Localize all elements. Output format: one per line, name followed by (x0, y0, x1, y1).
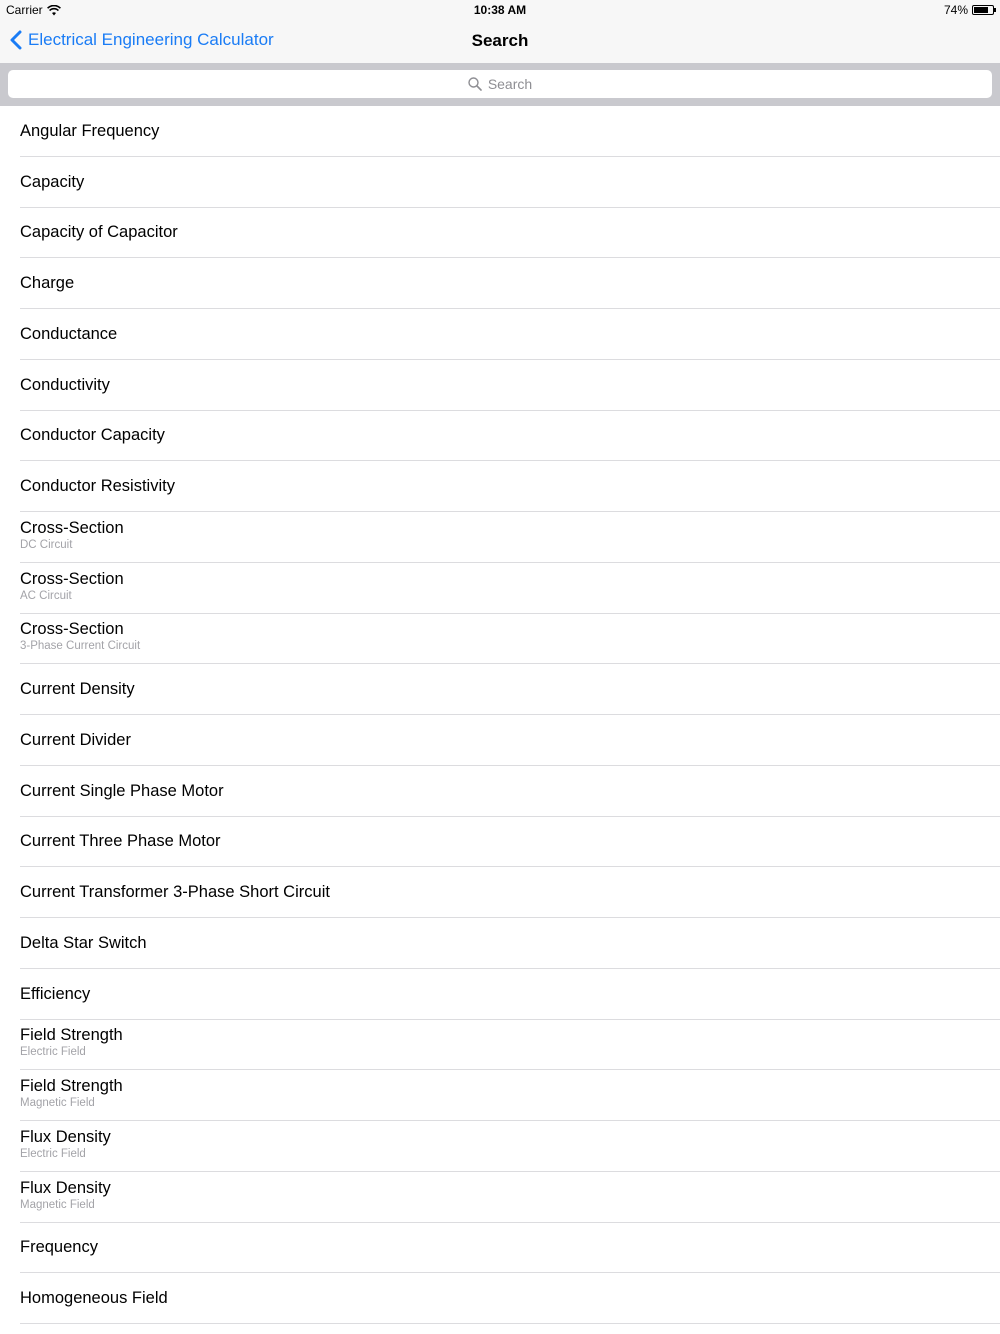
list-item[interactable] (20, 664, 1000, 715)
list-item[interactable] (20, 1070, 1000, 1121)
list-item[interactable] (20, 360, 1000, 411)
list-item[interactable] (20, 157, 1000, 208)
list-item-subtitle: DC Circuit (20, 538, 73, 551)
list-item-title: Efficiency (20, 984, 91, 1003)
list-item-title: Conductance (20, 324, 118, 343)
list-item[interactable] (20, 461, 1000, 512)
list-item-title: Current Single Phase Motor (20, 781, 224, 800)
search-placeholder: Search (487, 76, 533, 92)
back-button-label: Electrical Engineering Calculator (28, 30, 274, 49)
list-item[interactable] (20, 867, 1000, 918)
page-title: Search (471, 31, 529, 50)
list-item-title: Conductor Resistivity (20, 477, 175, 496)
list-item[interactable] (20, 258, 1000, 309)
list-item[interactable] (20, 715, 1000, 766)
list-item[interactable] (20, 614, 1000, 665)
list-item-title: Cross-Section (20, 518, 124, 537)
battery-percent: 74% (943, 3, 968, 17)
list-item-title: Homogeneous Field (20, 1289, 168, 1308)
search-bar (0, 63, 1000, 106)
list-item[interactable] (20, 1172, 1000, 1223)
list-item-subtitle: 3-Phase Current Circuit (20, 640, 141, 653)
list-item-title: Conductor Capacity (20, 426, 165, 445)
carrier-label: Carrier (6, 3, 43, 17)
list-item-subtitle: Electric Field (20, 1147, 86, 1160)
status-bar (0, 0, 1000, 20)
list-item-title: Conductivity (20, 375, 110, 394)
list-item-title: Cross-Section (20, 569, 124, 588)
navigation-bar (0, 20, 1000, 63)
list-item-subtitle: Magnetic Field (20, 1198, 95, 1211)
list-item-title: Current Transformer 3-Phase Short Circuit (20, 883, 330, 902)
list-item-title: Charge (20, 274, 75, 293)
battery-icon (972, 5, 994, 15)
list-item[interactable] (20, 563, 1000, 614)
list-item[interactable] (20, 309, 1000, 360)
list-item-subtitle: AC Circuit (20, 589, 72, 602)
list-item-title: Cross-Section (20, 620, 124, 639)
list-item[interactable] (20, 512, 1000, 563)
status-time: 10:38 AM (473, 3, 527, 17)
list-item-title: Capacity of Capacitor (20, 223, 178, 242)
list-item-subtitle: Electric Field (20, 1046, 86, 1059)
list-item[interactable] (20, 766, 1000, 817)
status-battery (944, 3, 994, 17)
list-item[interactable] (20, 1223, 1000, 1274)
list-item-title: Field Strength (20, 1026, 123, 1045)
list-item[interactable] (20, 1121, 1000, 1172)
list-item-title: Angular Frequency (20, 121, 160, 140)
list-item-title: Current Three Phase Motor (20, 832, 221, 851)
list-item-title: Flux Density (20, 1178, 111, 1197)
list-item[interactable] (20, 1020, 1000, 1071)
list-item[interactable] (20, 1273, 1000, 1324)
list-item[interactable] (20, 411, 1000, 462)
search-input[interactable] (8, 70, 992, 98)
list-item-title: Current Divider (20, 730, 131, 749)
list-item-subtitle: Magnetic Field (20, 1097, 95, 1110)
list-item[interactable] (20, 969, 1000, 1020)
list-item-title: Frequency (20, 1238, 98, 1257)
list-item[interactable] (20, 817, 1000, 868)
list-item-title: Field Strength (20, 1077, 123, 1096)
list-item-title: Delta Star Switch (20, 933, 147, 952)
list-item-title: Flux Density (20, 1127, 111, 1146)
list-item[interactable] (20, 918, 1000, 969)
search-icon (468, 77, 482, 91)
list-item[interactable] (20, 106, 1000, 157)
results-list (0, 106, 1000, 1334)
list-item-title: Capacity (20, 172, 85, 191)
list-item[interactable] (20, 208, 1000, 259)
list-item-title: Current Density (20, 680, 135, 699)
